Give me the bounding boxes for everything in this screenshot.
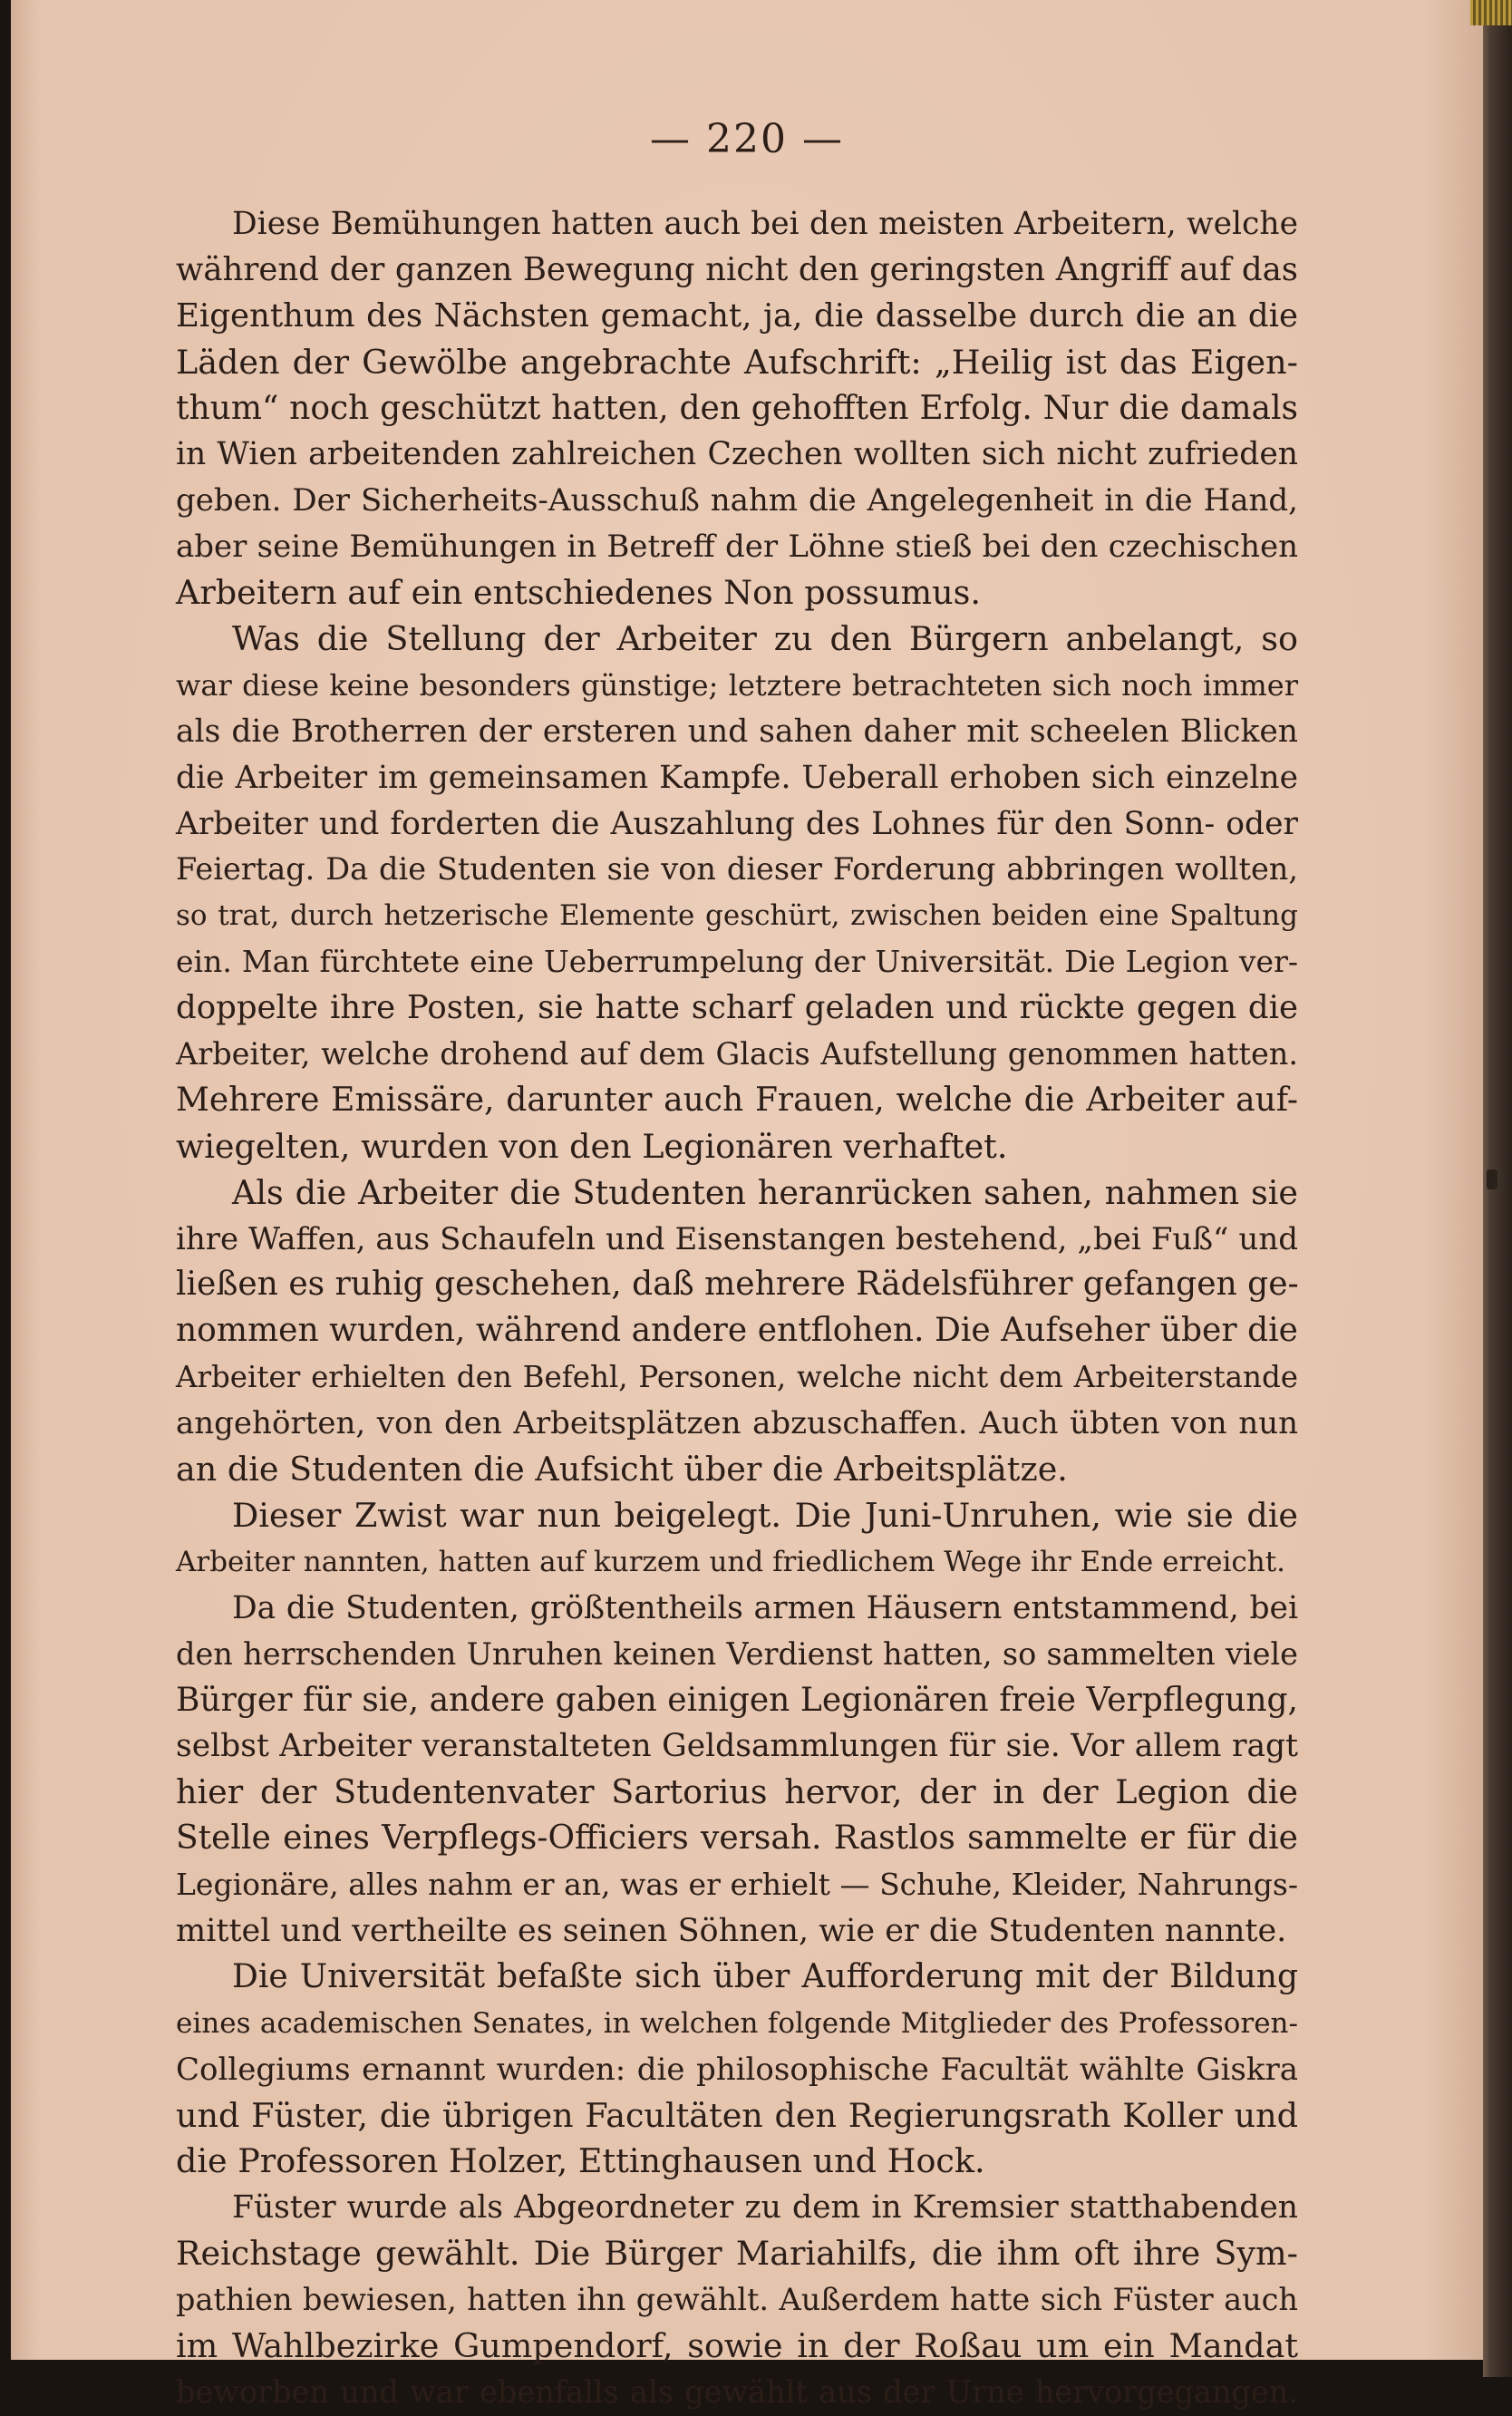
text-line: Arbeiter erhielten den Befehl, Personen, welche nicht dem Arbeiterstande [176,1360,1298,1395]
text-line: Collegiums ernannt wurden: die philosophische Facultät wählte Giskra [176,2051,1298,2088]
text-line: in Wien arbeitenden zahlreichen Czechen wollten sich nicht zufrieden [176,436,1298,473]
text-line: so trat, durch hetzerische Elemente geschürt, zwischen beiden eine Spaltung [176,899,1298,933]
text-line: während der ganzen Bewegung nicht den geringsten Angriff auf das [176,250,1298,288]
page-number: — 220 — [650,116,844,162]
text-line: Mehrere Emissäre, darunter auch Frauen, welche die Arbeiter auf- [176,1081,1298,1119]
text-line: Diese Bemühungen hatten auch bei den meisten Arbeitern, welche [232,206,1298,242]
text-line: mittel und vertheilte es seinen Söhnen, wie er die Studenten nannte. [176,1912,1287,1949]
text-line: thum“ noch geschützt hatten, den gehofften Erfolg. Nur die damals [176,389,1298,427]
text-line: und Füster, die übrigen Facultäten den Regierungsrath Koller und [176,2095,1298,2135]
text-line: die Arbeiter im gemeinsamen Kampfe. Ueberall erhoben sich einzelne [176,759,1298,796]
gilt-edge [1470,0,1512,25]
text-line: Arbeiter und forderten die Auszahlung des Lohnes für den Sonn- oder [176,805,1298,842]
text-line: die Professoren Holzer, Ettinghausen und Hock. [176,2141,985,2181]
text-line: aber seine Bemühungen in Betreff der Löhne stieß bei den czechischen [176,529,1298,566]
text-line: Als die Arbeiter die Studenten heranrücken sahen, nahmen sie [232,1172,1298,1212]
text-line: geben. Der Sicherheits-Ausschuß nahm die Angelegenheit in die Hand, [176,482,1298,519]
text-line: nommen wurden, während andere entflohen. Die Aufseher über die [176,1312,1298,1350]
text-line: ein. Man fürchtete eine Ueberrumpelung der Universität. Die Legion ver- [176,944,1298,980]
text-line: beworben und war ebenfalls als gewählt aus der Urne hervorgegangen. [176,2373,1298,2410]
text-line: pathien bewiesen, hatten ihn gewählt. Außerdem hatte sich Füster auch [176,2282,1298,2318]
text-line: den herrschenden Unruhen keinen Verdienst hatten, so sammelten viele [176,1635,1298,1672]
text-line: ließen es ruhig geschehen, daß mehrere Rädelsführer gefangen ge- [176,1266,1299,1304]
text-line: Bürger für sie, andere gaben einigen Legionären freie Verpflegung, [176,1681,1298,1719]
text-line: war diese keine besonders günstige; letztere betrachteten sich noch immer [176,667,1298,703]
text-line: eines academischen Senates, in welchen folgende Mitglieder des Professoren- [176,2006,1298,2040]
text-line: im Wahlbezirke Gumpendorf, sowie in der Roßau um ein Mandat [176,2325,1298,2365]
text-line: Feiertag. Da die Studenten sie von dieser Forderung abbringen wollten, [176,851,1298,888]
text-line: Legionäre, alles nahm er an, was er erhielt — Schuhe, Kleider, Nahrungs- [176,1867,1298,1903]
text-line: hier der Studentenvater Sartorius hervor, der in der Legion die [176,1772,1298,1812]
text-line: als die Brotherren der ersteren und sahen daher mit scheelen Blicken [176,713,1298,750]
text-line: ihre Waffen, aus Schaufeln und Eisenstangen bestehend, „bei Fuß“ und [176,1220,1298,1257]
text-line: Arbeitern auf ein entschiedenes Non possumus. [176,573,981,613]
text-line: Läden der Gewölbe angebrachte Aufschrift: „Heilig ist das Eigen- [176,342,1298,382]
text-line: Was die Stellung der Arbeiter zu den Bürgern anbelangt, so [232,619,1298,659]
text-line: angehörten, von den Arbeitsplätzen abzuschaffen. Auch übten von nun [176,1405,1298,1442]
text-line: Arbeiter, welche drohend auf dem Glacis Aufstellung genommen hatten. [176,1036,1298,1072]
binding-mark [1487,1169,1497,1189]
text-line: Stelle eines Verpflegs-Officiers versah. Rastlos sammelte er für die [176,1819,1298,1858]
text-line: wiegelten, wurden von den Legionären verhaftet. [176,1126,1008,1166]
text-line: Die Universität befaßte sich über Aufforderung mit der Bildung [232,1957,1298,1995]
text-line: Eigenthum des Nächsten gemacht, ja, die dasselbe durch die an die [176,296,1298,335]
text-line: Reichstage gewählt. Die Bürger Mariahilfs, die ihm oft ihre Sym- [176,2234,1298,2274]
text-line: doppelte ihre Posten, sie hatte scharf geladen und rückte gegen die [176,989,1298,1027]
text-line: selbst Arbeiter veranstalteten Geldsammlungen für sie. Vor allem ragt [176,1728,1298,1765]
text-line: an die Studenten die Aufsicht über die Arbeitsplätze. [176,1450,1068,1489]
text-line: Da die Studenten, größtentheils armen Häusern entstammend, bei [232,1589,1298,1626]
book-page [11,0,1483,2410]
text-line: Arbeiter nannten, hatten auf kurzem und friedlichem Wege ihr Ende erreicht. [176,1545,1286,1578]
body-text [11,201,1483,2416]
text-line: Füster wurde als Abgeordneter zu dem in Kremsier statthabenden [232,2189,1298,2227]
text-line: Dieser Zwist war nun beigelegt. Die Juni-Unruhen, wie sie die [232,1495,1298,1535]
